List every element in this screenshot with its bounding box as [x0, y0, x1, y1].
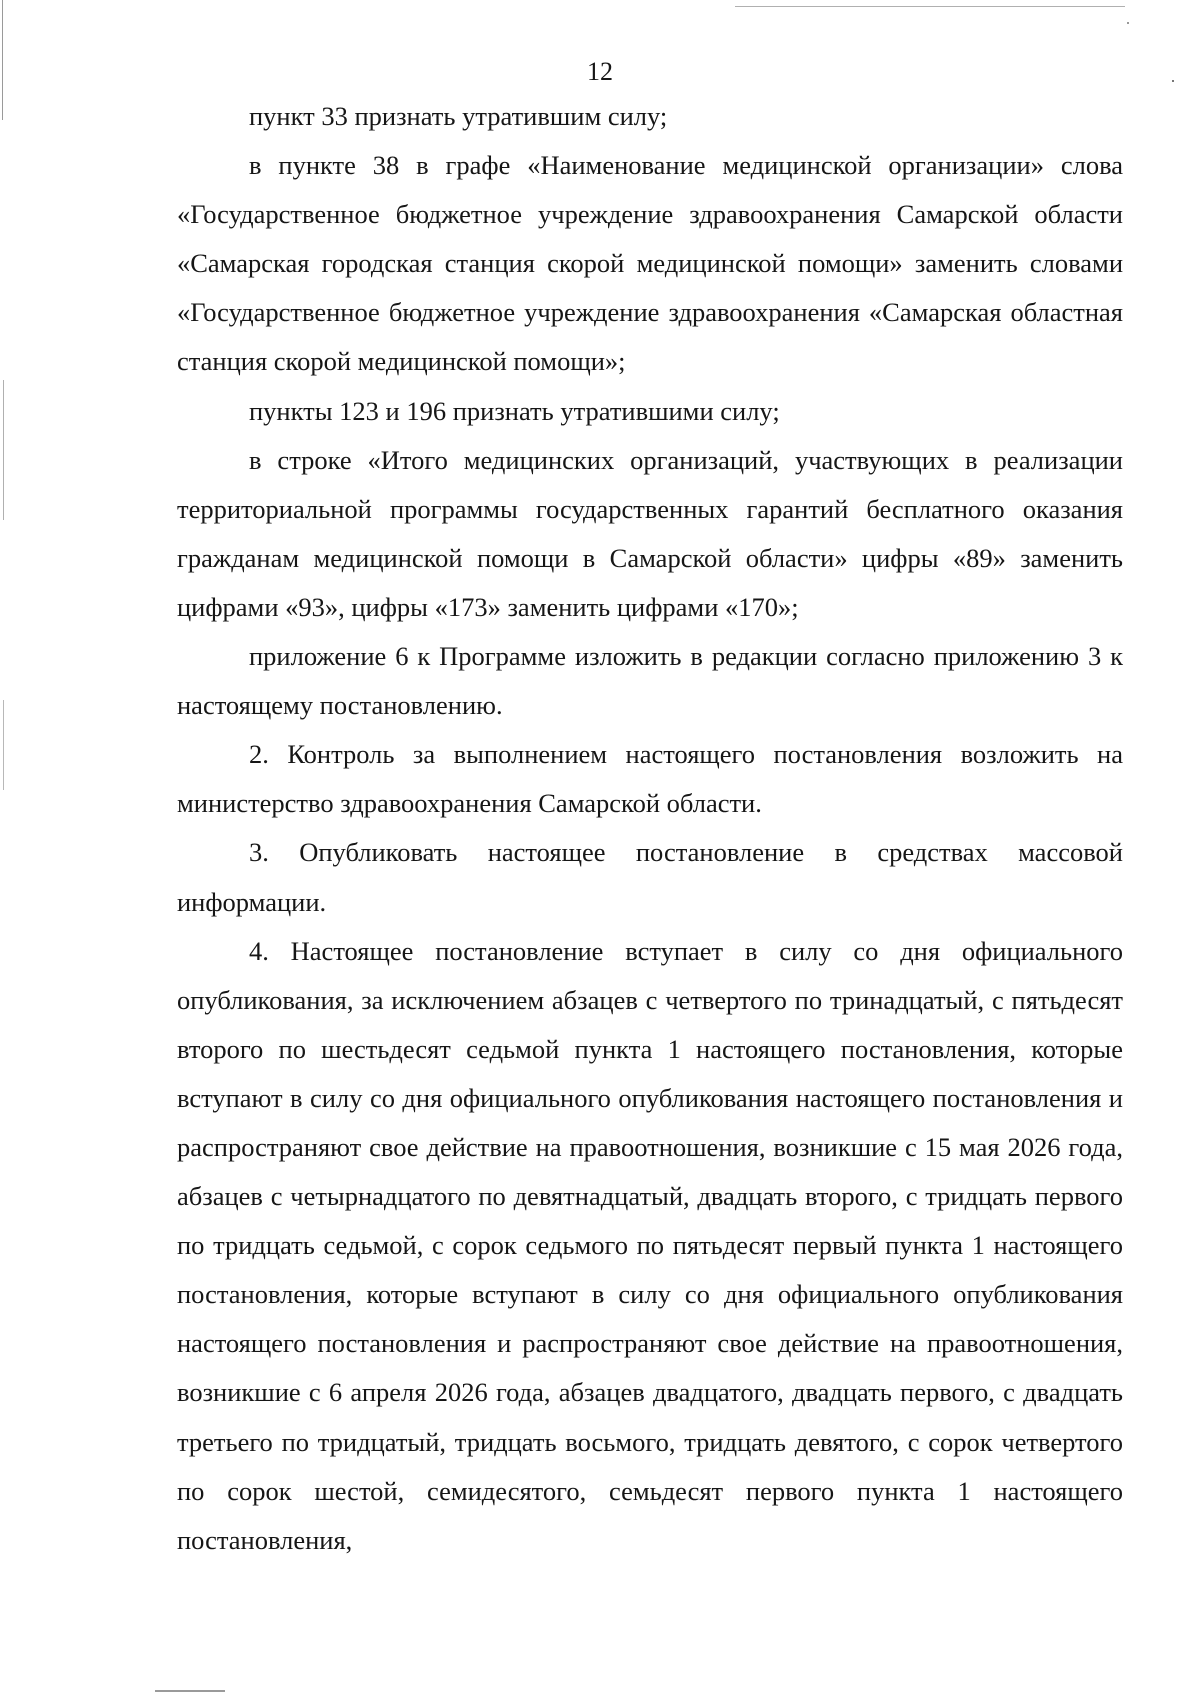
paragraph: 4. Настоящее постановление вступает в силу со дня официального опубликования, за исключением абзацев с четвертого по тринадцатый, с пятьдесят второго по шестьдесят седьмой пункта 1 настоящего постановления, которые вступают в силу со дня официального опубликования настоящего постановления и распространяют свое действие на правоотношения, возникшие с 15 мая 2026 года, абзацев с четырнадцатого по девятнадцатый, двадцать второго, с тридцать первого по тридцать седьмой, с сорок седьмого по пятьдесят первый пункта 1 настоящего постановления, которые вступают в силу со дня официального опубликования настоящего постановления и распространяют свое действие на правоотношения, возникшие с 6 апреля 2026 года, абзацев двадцатого, двадцать первого, с двадцать третьего по тридцатый, тридцать восьмого, тридцать девятого, с сорок четвертого по сорок шестой, семидесятого, семьдесят первого пункта 1 настоящего постановления, [177, 935, 1123, 1555]
paragraph: приложение 6 к Программе изложить в редакции согласно приложению 3 к настоящему постановлению. [177, 641, 1123, 721]
paragraph: пункт 33 признать утратившим силу; [249, 101, 668, 131]
paragraph: в строке «Итого медицинских организаций, участвующих в реализации территориальной программы государственных гарантий бесплатного оказания гражданам медицинской помощи в Самарской области» цифры «89» заменить цифрами «93», цифры «173» заменить цифрами «170»; [177, 444, 1123, 622]
paragraph: пункты 123 и 196 признать утратившими силу; [249, 395, 780, 426]
paragraph: 2. Контроль за выполнением настоящего постановления возложить на министерство здравоохранения Самарской области. [177, 739, 1123, 819]
paragraph: 3. Опубликовать настоящее постановление в средствах массовой информации. [177, 837, 1123, 917]
scan-edge-mark [3, 380, 4, 520]
scan-edge-mark [3, 700, 4, 790]
paragraph: в пункте 38 в графе «Наименование медицинской организации» слова «Государственное бюджетное учреждение здравоохранения Самарской области «Самарская городская станция скорой медицинской помощи» заменить словами «Государственное бюджетное учреждение здравоохранения «Самарская областная станция скорой медицинской помощи»; [177, 150, 1123, 377]
scan-edge-mark [735, 6, 1125, 7]
page-number: 12 [587, 57, 613, 86]
document-body [177, 92, 1123, 1565]
scan-edge-mark [155, 1690, 225, 1692]
scan-speck [1127, 22, 1129, 24]
